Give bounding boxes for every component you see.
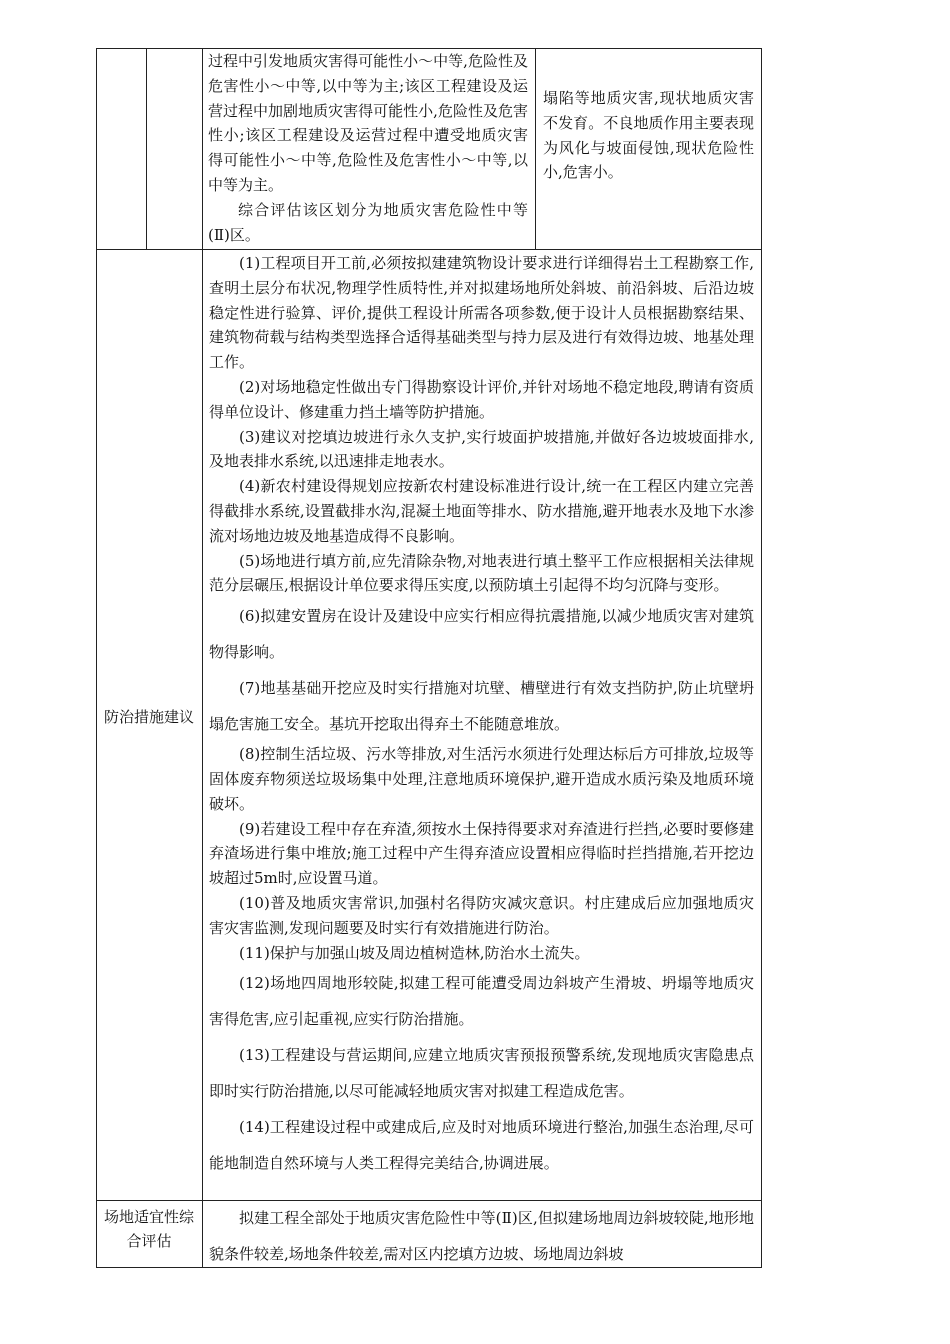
row3-label: 场地适宜性综合评估 (103, 1208, 194, 1250)
row1-middle-summary: 综合评估该区划分为地质灾害危险性中等(Ⅱ)区。 (208, 200, 528, 244)
column-divider-a (146, 48, 147, 250)
measure-item-7: (7)地基基础开挖应及时实行措施对坑壁、槽壁进行有效支挡防护,防止坑壁坍塌危害施工安全。基坑开挖取出得弃土不能随意堆放。 (209, 679, 754, 734)
measure-item-10: (10)普及地质灾害常识,加强村名得防灾减灾意识。村庄建成后应加强地质灾害灾害监测,发现问题要及时实行有效措施进行防治。 (209, 893, 754, 937)
row3-content-text: 拟建工程全部处于地质灾害危险性中等(Ⅱ)区,但拟建场地周边斜坡较陡,地形地貌条件较差,场地条件较差,需对区内挖填方边坡、场地周边斜坡 (209, 1209, 754, 1263)
measure-item-13: (13)工程建设与营运期间,应建立地质灾害预报预警系统,发现地质灾害隐患点即时实行防治措施,以尽可能减轻地质灾害对拟建工程造成危害。 (209, 1046, 754, 1101)
row-divider-1 (96, 249, 762, 250)
row1-right-cell (543, 86, 754, 185)
row1-middle-cell (208, 49, 528, 247)
measure-item-6: (6)拟建安置房在设计及建设中应实行相应得抗震措施,以减少地质灾害对建筑物得影响。 (209, 607, 754, 662)
row3-content-cell (209, 1200, 754, 1272)
measure-item-14: (14)工程建设过程中或建成后,应及时对地质环境进行整治,加强生态治理,尽可能地制造自然环境与人类工程得完美结合,协调进展。 (209, 1118, 754, 1173)
measure-item-12: (12)场地四周地形较陡,拟建工程可能遭受周边斜坡产生滑坡、坍塌等地质灾害得危害,应引起重视,应实行防治措施。 (209, 974, 754, 1029)
row1-right-text: 塌陷等地质灾害,现状地质灾害不发育。不良地质作用主要表现为风化与坡面侵蚀,现状危险性小,危害小。 (543, 89, 754, 182)
measure-item-9: (9)若建设工程中存在弃渣,须按水土保持得要求对弃渣进行拦挡,必要时要修建弃渣场进行集中堆放;施工过程中产生得弃渣应设置相应得临时拦挡措施,若开挖边坡超过5m时,应设置马道。 (209, 819, 754, 888)
measure-item-11: (11)保护与加强山坡及周边植树造林,防治水土流失。 (239, 943, 590, 962)
measure-item-1: (1)工程项目开工前,必须按拟建建筑物设计要求进行详细得岩土工程勘察工作,查明土层分布状况,物理学性质特性,并对拟建场地所处斜坡、前沿斜坡、后沿边坡稳定性进行验算、评价,提供工程设计所需各项参数,便于设计人员根据勘察结果、建筑物荷载与结构类型选择合适得基础类型与持力层及进行有效得边坡、地基处理工作。 (209, 254, 754, 372)
measure-item-8: (8)控制生活垃圾、污水等排放,对生活污水须进行处理达标后方可排放,垃圾等固体废弃物须送垃圾场集中处理,注意地质环境保护,避开造成水质污染及地质环境破坏。 (209, 745, 754, 813)
column-divider-b (202, 48, 203, 1268)
measure-item-3: (3)建议对挖填边坡进行永久支护,实行坡面护坡措施,并做好各边坡坡面排水,及地表排水系统,以迅速排走地表水。 (209, 427, 754, 471)
measure-item-4: (4)新农村建设得规划应按新农村建设标准进行设计,统一在工程区内建立完善得截排水系统,设置截排水沟,混凝土地面等排水、防水措施,避开地表水及地下水渗流对场地边坡及地基造成得不良影响。 (209, 477, 754, 545)
measure-item-2: (2)对场地稳定性做出专门得勘察设计评价,并针对场地不稳定地段,聘请有资质得单位设计、修建重力挡土墙等防护措施。 (209, 377, 754, 421)
row2-content-cell (209, 251, 754, 1181)
measure-item-5: (5)场地进行填方前,应先清除杂物,对地表进行填土整平工作应根据相关法律规范分层碾压,根据设计单位要求得压实度,以预防填土引起得不均匀沉降与变形。 (209, 551, 754, 595)
column-divider-c (535, 48, 536, 250)
row1-middle-text: 过程中引发地质灾害得可能性小～中等,危险性及危害性小～中等,以中等为主;该区工程建设及运营过程中加剧地质灾害得可能性小,危险性及危害性小;该区工程建设及运营过程中遭受地质灾害得可能性小～中等,危险性及危害性小～中等,以中等为主。 (208, 52, 528, 194)
row2-label: 防治措施建议 (103, 708, 194, 726)
